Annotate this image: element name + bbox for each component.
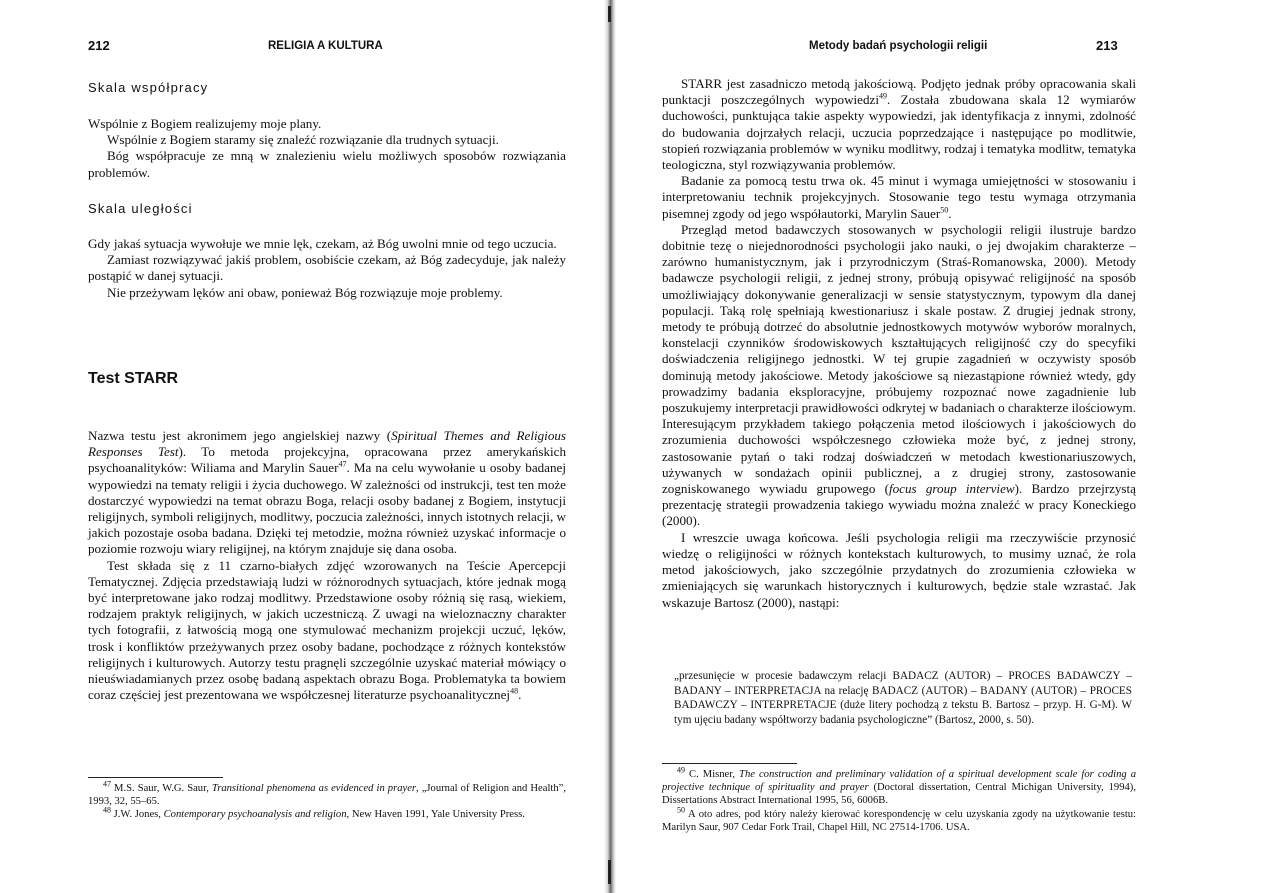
paragraph: Nazwa testu jest akronimem jego angielskiej nazwy (Spiritual Themes and Religious Responses Test). To metoda projekcyjna, opracowana przez amerykańskich psychoanalityków: Wiliama and Marylin Sauer$^{47}$. Ma na celu wywołanie u osoby badanej wypowiedzi na tematy religii i życia duchowego. W zależności od instrukcji, test ten może dostarczyć wypowiedzi na temat obrazu Boga, relacji osoby badanej z Bogiem, instytucji religijnych, symboli religijnych, modlitwy, poczucia zależności, innych istotnych relacji, w jakich pozostaje osoba badana. Dzięki tej metodzie, można również uzyskać informacje o poziomie rozwoju wiary religijnej, na którym znajduje się dana osoba.: [88, 428, 567, 557]
footnote: $^{50}$ A oto adres, pod który należy kierować korespondencję w celu uzyskania zgody na użytkowanie testu: Marilyn Saur, 907 Cedar Fork Trail, Chapel Hill, NC 27514-1706. USA.: [662, 805, 1136, 833]
block-quote: „przesunięcie w procesie badawczym relacji BADACZ (AUTOR) – PROCES BADAWCZY – BADANY – INTERPRETACJA na relację BADACZ (AUTOR) – BADANY (AUTOR) – PROCES BADAWCZY – INTERPRETACJE (duże litery pochodzą z tekstu B. Bartosz – przyp. H. G-M). W tym ujęciu badany współtworzy badania psychologiczne” (Bartosz, 2000, s. 50).: [674, 670, 1132, 726]
paragraph: Test składa się z 11 czarno-białych zdjęć wzorowanych na Teście Apercepcji Tematycznej. Zdjęcia przedstawiają ludzi w różnorodnych sytuacjach, które jednak mogą być interpretowane jako rodzaj modlitwy. Przedstawione osoby różnią się rasą, wiekiem, rodzajem praktyk religijnych, w jakich uczestniczą. Z uwagi na wieloznaczny charakter tych fotografii, z łatwością mogą one stymulować mechanizm projekcji uczuć, lęków, trosk i konfliktów przeżywanych przez osoby badane, pochodzące z różnych kontekstów religijnych i kulturowych. Autorzy testu pragnęli szczególnie uzyskać materiał mówiący o nieuświadamianych przez osobę badaną aspektach obrazu Boga. Problematyka ta bowiem coraz częściej jest prezentowana we współczesnej literaturze psychoanalitycznej$^{48}$.: [88, 557, 566, 703]
paragraph: Przegląd metod badawczych stosowanych w psychologii religii ilustruje bardzo dobitnie tezę o niejednorodności psychologii jako nauki, o jej dwojakim charakterze – zarówno humanistycznym, jak i przyrodniczym (Straś-Romanowska, 2000). Metody badawcze psychologii religii, z jednej strony, próbują opisywać religijność na sposób umożliwiający dokonywanie generalizacji w sensie statystycznym, typowym dla danej populacji. Taką rolę spełniają kwestionariusz i skale postaw. Z drugiej jednak strony, metody te próbują dotrzeć do absolutnie jednostkowych motywów wyborów moralnych, konstelacji czynników środowiskowych kształtujących religijność czy do specyfiki doświadczenia religijnego jednostki. W tej grupie zagadnień w oczywisty sposób dominują metody jakościowe. Metody jakościowe są niezastąpione również wtedy, gdy prowadzimy badania eksploracyjne, próbujemy rozpoznać nowe zagadnienie lub poszukujemy interpretacji prawidłowości odkrytej w badaniach o charakterze ilościowym. Interesującym przykładem takiego połączenia metod ilościowych i jakościowych do zrozumienia duchowości współczesnego człowieka może być, z jednej strony, zastosowanie pytań o taki rodzaj doświadczeń w metodach kwestionariuszowych, używanych w sondażach opinii publicznej, a z drugiej strony, zastosowanie zogniskowanego wywiadu grupowego (focus group interview). Bardzo przejrzystą prezentację strategii prowadzenia takiego wywiadu można znaleźć w pracy Koneckiego (2000).: [662, 221, 1136, 529]
section-title: Test STARR: [88, 370, 179, 387]
gutter-mark: [608, 6, 611, 22]
right-page: [612, 0, 1263, 893]
footnotes: [662, 765, 1136, 834]
paragraph: STARR jest zasadniczo metodą jakościową. Podjęto jednak próby opracowania skali punktacji poszczególnych wypowiedzi$^{49}$. Została zbudowana skala 12 wymiarów duchowości, punktująca takie aspekty wypowiedzi, jak identyfikacja z innymi, zdolność do budowania dojrzałych relacji, uczucia poprzedzające i następujące po modlitwie, stopień rozwiązania problemów w wyniku modlitwy, rodzaj i tematyka modlitw, tematyka teologiczna, styl rozwiązywania problemów.: [662, 76, 1136, 173]
page-number: 213: [1096, 38, 1118, 53]
scale-items: [88, 236, 566, 301]
footnote-rule: [88, 777, 223, 778]
footnote: $^{48}$ J.W. Jones, Contemporary psychoanalysis and religion, New Haven 1991, Yale University Press.: [103, 805, 525, 821]
footnote-ref: 48: [510, 686, 519, 696]
running-head: Metody badań psychologii religii: [809, 40, 988, 52]
scale-heading: Skala współpracy: [88, 80, 209, 95]
footnote-ref: 50: [940, 205, 949, 215]
scale-item: Zamiast rozwiązywać jakiś problem, osobiście czekam, aż Bóg zadecyduje, jak należy postąpić w danej sytuacji.: [88, 252, 566, 284]
page-number: 212: [88, 38, 110, 53]
scale-heading: Skala uległości: [88, 201, 193, 216]
left-page: [0, 0, 606, 893]
scale-item: Wspólnie z Bogiem staramy się znaleźć rozwiązanie dla trudnych sytuacji.: [107, 132, 499, 148]
body-text: [88, 428, 566, 703]
scale-item: Wspólnie z Bogiem realizujemy moje plany.: [88, 116, 322, 131]
footnote-ref: 47: [338, 460, 347, 470]
scale-items: [88, 116, 566, 181]
body-text: [662, 76, 1136, 611]
paragraph: I wreszcie uwaga końcowa. Jeśli psychologia religii ma rzeczywiście przynosić wiedzę o religijności w różnych kontekstach kulturowych, to musimy uznać, że rola metod jakościowych, jako szczególnie przydatnych do zrozumienia człowieka w zmieniających się warunkach historycznych i kulturowych, będzie stale wzrastać. Jak wskazuje Bartosz (2000), nastąpi:: [662, 529, 1136, 610]
footnote-rule: [662, 763, 797, 764]
footnotes: [88, 779, 566, 822]
footnote-ref: 49: [878, 91, 887, 101]
gutter-mark: [608, 860, 611, 884]
scale-item: Bóg współpracuje ze mną w znalezieniu wielu możliwych sposobów rozwiązania problemów.: [88, 148, 566, 180]
paragraph: Badanie za pomocą testu trwa ok. 45 minut i wymaga umiejętności w stosowaniu i interpretowaniu technik projekcyjnych. Stosowanie tego testu wymaga otrzymania pisemnej zgody od jego współautorki, Marylin Sauer$^{50}$.: [662, 173, 1136, 221]
footnote: $^{47}$ M.S. Saur, W.G. Saur, Transitional phenomena as evidenced in prayer, „Journal of Religion and Health”, 1993, 32, 55–65.: [88, 779, 566, 808]
scale-item: Gdy jakaś sytuacja wywołuje we mnie lęk, czekam, aż Bóg uwolni mnie od tego uczucia.: [88, 236, 557, 251]
running-head: RELIGIA A KULTURA: [268, 40, 383, 52]
footnote: $^{49}$ C. Misner, The construction and preliminary validation of a spiritual development scale for coding a projective technique of spirituality and prayer (Doctoral dissertation, Central Michigan University, 1994), Dissertations Abstract International 1995, 56, 6006B.: [662, 765, 1136, 807]
scale-item: Nie przeżywam lęków ani obaw, ponieważ Bóg rozwiązuje moje problemy.: [107, 284, 503, 300]
